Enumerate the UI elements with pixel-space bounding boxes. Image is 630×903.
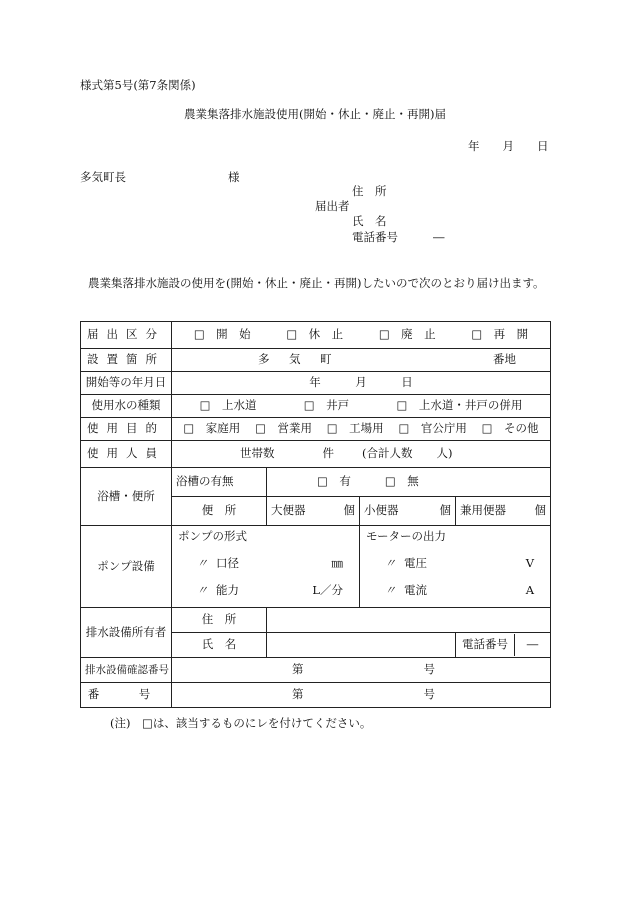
- confirm-no-field[interactable]: [172, 658, 551, 683]
- purpose-label: 使用目的: [81, 418, 172, 441]
- bath-toilet-label: 浴槽・便所: [81, 468, 172, 526]
- applicant-phone-label: 電話番号: [352, 230, 398, 244]
- purpose-options: [172, 418, 551, 441]
- owner-phone-field[interactable]: ―: [526, 637, 539, 652]
- checkbox-government[interactable]: □ 官公庁用: [398, 421, 467, 436]
- row-users: [81, 441, 551, 468]
- owner-label: 排水設備所有者: [81, 608, 172, 658]
- checkbox-other[interactable]: □ その他: [481, 421, 539, 436]
- checkbox-tap-water[interactable]: □ 上水道: [199, 398, 257, 413]
- checkbox-business[interactable]: □ 営業用: [255, 421, 312, 436]
- bathtub-label: 浴槽の有無: [172, 468, 267, 497]
- owner-name-label: 氏 名: [172, 633, 267, 658]
- checkbox-suspend[interactable]: □ 休 止: [286, 327, 344, 342]
- checkbox-well[interactable]: □ 井戸: [303, 398, 350, 413]
- ken-label: 件: [322, 446, 334, 461]
- current-label: 電流: [404, 583, 427, 598]
- owner-address-label: 住 所: [172, 608, 267, 633]
- voltage-unit: V: [525, 556, 534, 571]
- bore-label: 口径: [216, 556, 239, 571]
- users-field[interactable]: [172, 441, 551, 468]
- row-pump: [81, 526, 551, 608]
- large-toilet-cell[interactable]: [267, 497, 360, 526]
- number-dai: 第: [292, 687, 304, 702]
- row-owner-address: [81, 608, 551, 633]
- bathtub-options: [267, 468, 551, 497]
- location-banchi: 番地: [493, 352, 516, 367]
- toilet-label: 便 所: [172, 497, 267, 526]
- confirm-no-go: 号: [423, 662, 435, 677]
- note: (注) □は、該当するものにレを付けてください。: [110, 716, 372, 730]
- checkbox-start[interactable]: □ 開 始: [193, 327, 251, 342]
- checkbox-bathtub-no[interactable]: □ 無: [384, 474, 419, 489]
- combined-toilet-cell[interactable]: [456, 497, 551, 526]
- users-label: 使用人員: [81, 441, 172, 468]
- large-toilet-label: 大便器: [271, 503, 306, 518]
- small-toilet-unit: 個: [439, 503, 451, 518]
- location-town: 多 気 町: [258, 352, 336, 367]
- owner-name-field[interactable]: [267, 633, 456, 658]
- checkbox-bathtub-yes[interactable]: □ 有: [317, 474, 351, 489]
- number-field[interactable]: [172, 683, 551, 708]
- capacity-unit: L／分: [312, 583, 343, 598]
- start-date-label: 開始等の年月日: [81, 372, 172, 395]
- small-toilet-label: 小便器: [364, 503, 399, 518]
- combined-toilet-label: 兼用便器: [460, 503, 506, 518]
- motor-output-label: モーターの出力: [366, 529, 447, 543]
- kind-options: [172, 322, 551, 349]
- bore-unit: ㎜: [331, 556, 343, 571]
- checkbox-resume[interactable]: □ 再 開: [471, 327, 529, 342]
- confirm-no-dai: 第: [292, 662, 304, 677]
- form-title: 農業集落排水施設使用(開始・休止・廃止・再開)届: [184, 107, 446, 121]
- total-open: (合計人数: [362, 446, 413, 461]
- row-purpose: [81, 418, 551, 441]
- ditto-mark: 〃: [196, 556, 208, 571]
- total-close: 人): [436, 446, 453, 461]
- applicant-address-label: 住 所: [352, 184, 387, 198]
- start-date-field[interactable]: 年 月 日: [172, 372, 551, 395]
- applicant-label: 届出者: [315, 199, 350, 213]
- honorific-sama: 様: [228, 170, 240, 184]
- checkbox-abolish[interactable]: □ 廃 止: [378, 327, 436, 342]
- kind-label: 届出区分: [81, 322, 172, 349]
- row-kind: [81, 322, 551, 349]
- row-location: [81, 349, 551, 372]
- water-type-label: 使用水の種類: [81, 395, 172, 418]
- confirm-no-label: 排水設備確認番号: [81, 658, 172, 683]
- ditto-mark: 〃: [196, 583, 208, 598]
- voltage-label: 電圧: [404, 556, 427, 571]
- motor-output-cell: [360, 526, 551, 608]
- checkbox-household[interactable]: □ 家庭用: [183, 421, 241, 436]
- number-go: 号: [423, 687, 435, 702]
- pump-type-cell: [172, 526, 360, 608]
- capacity-label: 能力: [216, 583, 239, 598]
- applicant-phone-dash: ―: [433, 230, 445, 244]
- ditto-mark: 〃: [384, 556, 396, 571]
- form-number: 様式第5号(第7条関係): [80, 78, 196, 92]
- body-text: 農業集落排水施設の使用を(開始・休止・廃止・再開)したいので次のとおり届け出ます。: [88, 276, 545, 290]
- pump-label: ポンプ設備: [81, 526, 172, 608]
- applicant-name-label: 氏 名: [352, 214, 387, 228]
- combined-toilet-unit: 個: [534, 503, 546, 518]
- checkbox-combined-water[interactable]: □ 上水道・井戸の併用: [396, 398, 523, 413]
- owner-address-field[interactable]: [267, 608, 551, 633]
- application-table: [80, 321, 551, 708]
- households-label: 世帯数: [240, 446, 275, 461]
- small-toilet-cell[interactable]: [360, 497, 456, 526]
- location-field[interactable]: [172, 349, 551, 372]
- row-bathtub: [81, 468, 551, 497]
- owner-phone-label: 電話番号: [456, 634, 515, 655]
- ditto-mark: 〃: [384, 583, 396, 598]
- number-label: 番 号: [81, 683, 172, 708]
- checkbox-factory[interactable]: □ 工場用: [326, 421, 384, 436]
- row-water-type: [81, 395, 551, 418]
- row-number: [81, 683, 551, 708]
- row-confirm-no: [81, 658, 551, 683]
- current-unit: A: [525, 583, 534, 598]
- large-toilet-unit: 個: [343, 503, 355, 518]
- owner-phone-cell: [456, 633, 551, 658]
- addressee: 多気町長: [80, 170, 126, 184]
- pump-type-label: ポンプの形式: [178, 529, 247, 543]
- row-start-date: [81, 372, 551, 395]
- water-type-options: [172, 395, 551, 418]
- submission-date: 年 月 日: [468, 139, 549, 153]
- location-label: 設置箇所: [81, 349, 172, 372]
